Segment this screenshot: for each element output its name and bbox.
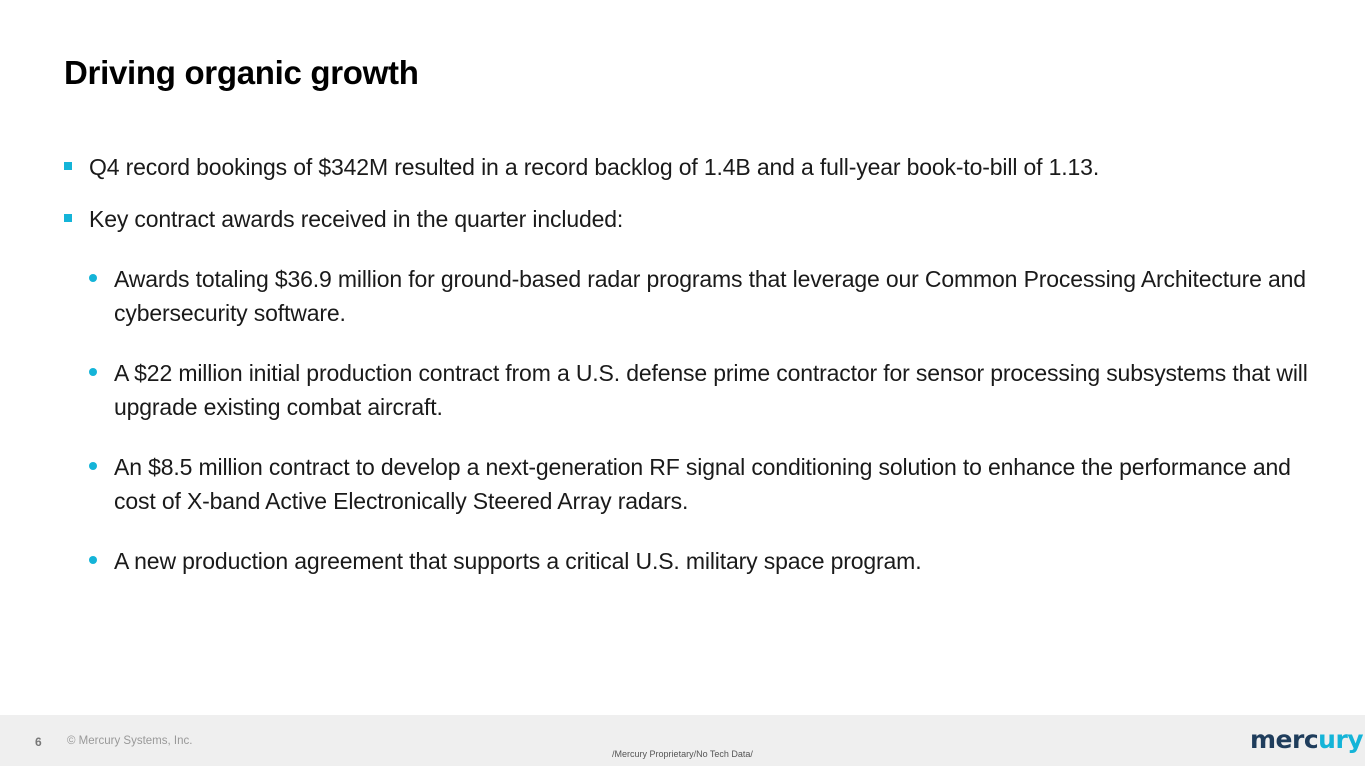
bullet-text: Q4 record bookings of $342M resulted in a record backlog of 1.4B and a full-year book-to-bill of 1.13.: [89, 154, 1100, 180]
bullet-item: [64, 150, 1314, 184]
round-bullet-icon: [89, 368, 97, 376]
square-bullet-icon: [64, 214, 72, 222]
sub-bullet-item: [64, 356, 1314, 424]
sub-bullet-text: A $22 million initial production contract from a U.S. defense prime contractor for sensor processing subsystems that will upgrade existing combat aircraft.: [114, 360, 1308, 420]
classification-label: /Mercury Proprietary/No Tech Data/: [612, 749, 753, 759]
bullet-list: [64, 150, 1314, 578]
round-bullet-icon: [89, 274, 97, 282]
sub-bullet-item: [64, 450, 1314, 518]
sub-bullet-text: An $8.5 million contract to develop a next-generation RF signal conditioning solution to enhance the performance and cost of X-band Active Electronically Steered Array radars.: [114, 454, 1291, 514]
logo-text-light: ury: [1318, 725, 1364, 754]
slide-title: Driving organic growth: [64, 54, 419, 91]
copyright-notice: © Mercury Systems, Inc.: [67, 735, 193, 747]
sub-bullet-item: [64, 262, 1314, 330]
bullet-text: Key contract awards received in the quarter included:: [89, 206, 624, 232]
logo-text-dark: merc: [1250, 725, 1319, 754]
slide-footer: [0, 715, 1365, 766]
sub-bullet-item: [64, 544, 1314, 578]
sub-bullet-text: Awards totaling $36.9 million for ground-based radar programs that leverage our Common Processing Architecture and cybersecurity software.: [114, 266, 1306, 326]
bullet-item: [64, 202, 1314, 236]
round-bullet-icon: [89, 462, 97, 470]
page-number: 6: [35, 735, 42, 749]
round-bullet-icon: [89, 556, 97, 564]
square-bullet-icon: [64, 162, 72, 170]
mercury-logo: [1250, 725, 1363, 754]
sub-bullet-text: A new production agreement that supports a critical U.S. military space program.: [114, 548, 922, 574]
